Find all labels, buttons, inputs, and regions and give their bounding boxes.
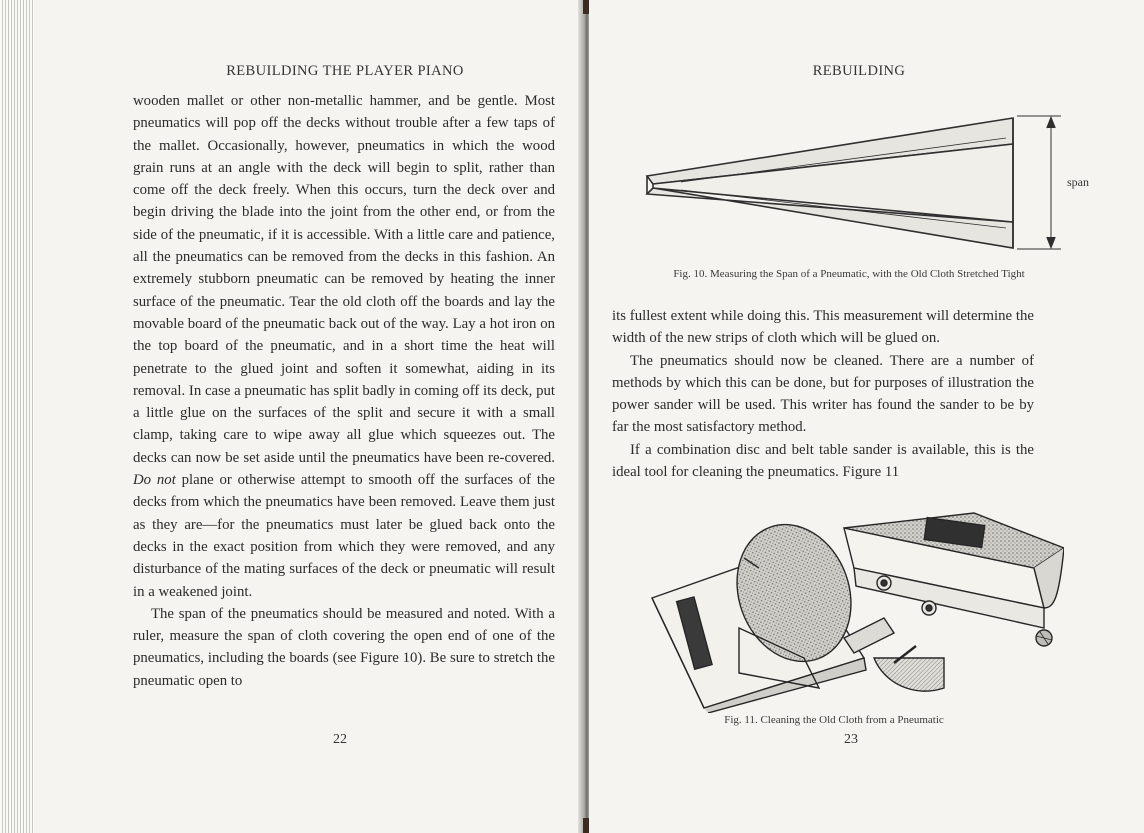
right-page: [589, 0, 1144, 833]
page-edges: [0, 0, 34, 833]
right-paragraph: If a combination disc and belt table sander is available, this is the ideal tool for cleaning the pneumatics. Figure 11: [612, 441, 1034, 481]
right-paragraph: its fullest extent while doing this. This measurement will determine the width of the new strips of cloth which will be glued on.: [612, 308, 1034, 347]
right-running-head: REBUILDING: [812, 63, 906, 79]
emphasis-text: Do not: [133, 472, 176, 489]
span-label: span: [1067, 175, 1089, 189]
left-body-text: [133, 90, 555, 692]
left-paragraph: [133, 90, 555, 603]
figure-11-caption: Fig. 11. Cleaning the Old Cloth from a Pneumatic: [724, 714, 944, 726]
right-body-text: [612, 305, 1034, 483]
figure-11-disc-belt-sander-illustration: [644, 508, 1064, 713]
paragraph-text: The span of the pneumatics should be measured and noted. With a ruler, measure the span of cloth covering the open end of one of the pneumatics, including the boards (see Figure 10). Be sure to stretch the pneumatic open to: [133, 605, 555, 689]
paragraph-text: wooden mallet or other non-metallic hammer, and be gentle. Most pneumatics will pop off the decks without trouble after a few taps of the mallet. Occasionally, however, pneumatics in which the wood grain runs at an angle with the deck will begin to split, rather than come off the deck freely. When this occurs, turn the deck over and begin driving the blade into the joint from the other end, or from the side of the pneumatic, if it is accessible. With a little care and patience, all the pneumatics can be removed from the decks in this fashion. An extremely stubborn pneumatic can be removed by heating the inner surface of the pneumatic. Tear the old cloth off the boards and lay the movable board of the pneumatic back out of the way. Lay a hot iron on the top board of the pneumatic, and in a short time the heat will penetrate to the glued joint and soften it somewhat, aiding in its removal. In case a pneumatic has split badly in coming off its deck, put a little glue on the surfaces of the split and secure it with a small clamp, taking care to wipe away all glue which squeezes out. The decks can now be set aside until the pneumatics have been re-covered.: [133, 93, 555, 466]
left-page-number: 22: [333, 732, 347, 747]
right-paragraph: The pneumatics should now be cleaned. There are a number of methods by which this can be done, but for purposes of illustration the power sander will be used. This writer has found the sander to be by far the most satisfactory method.: [612, 352, 1034, 436]
right-page-number: 23: [844, 732, 858, 747]
left-paragraph: [133, 603, 555, 692]
figure-10-caption: Fig. 10. Measuring the Span of a Pneumatic, with the Old Cloth Stretched Tight: [673, 268, 1025, 280]
left-running-head: REBUILDING THE PLAYER PIANO: [226, 63, 464, 79]
paragraph-text: plane or otherwise attempt to smooth off the surfaces of the decks from which the pneumatics have been removed. Leave them just as they are—for the pneumatics must later be glued back onto the decks in the exact position from which they were removed, and any disturbance of the mating surfaces of the deck or pneumatic will result in a weakened joint.: [133, 472, 555, 600]
figure-10-pneumatic-diagram: [641, 108, 1101, 258]
